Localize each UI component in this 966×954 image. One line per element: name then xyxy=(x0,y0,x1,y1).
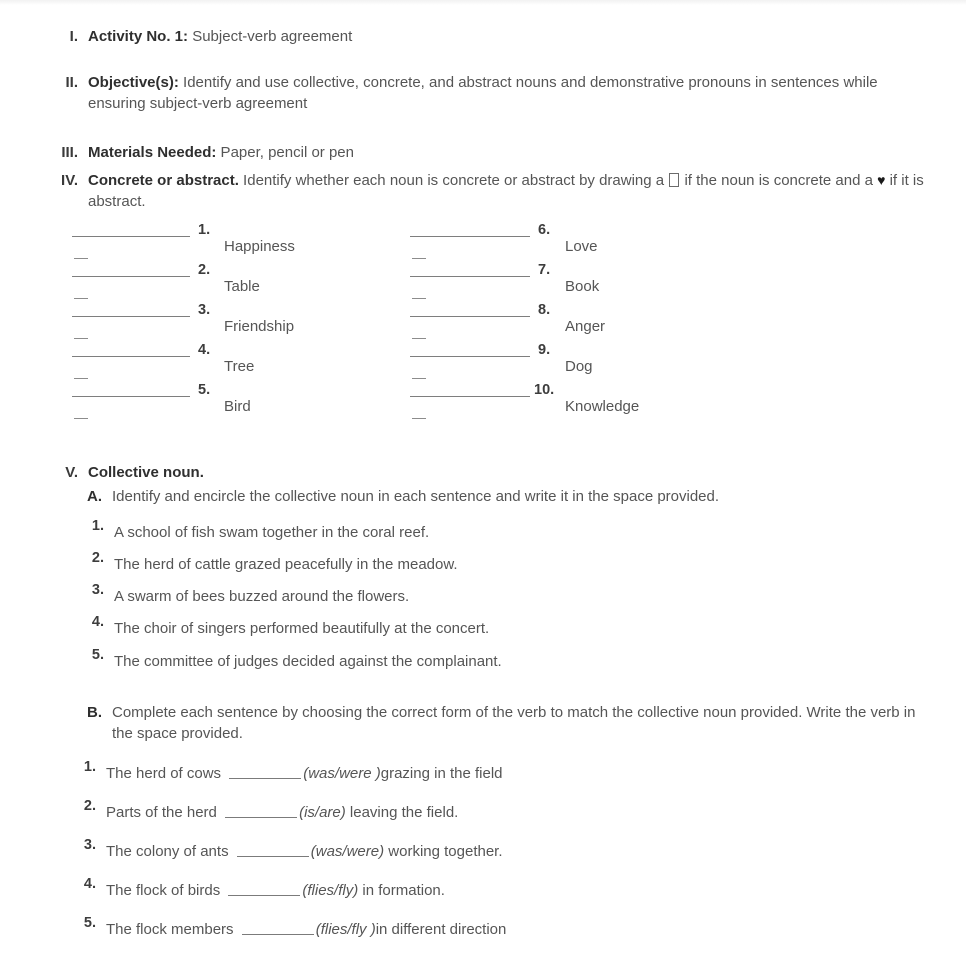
section-concrete-abstract-heading: Concrete or abstract. xyxy=(88,172,239,189)
section-concrete-abstract-body xyxy=(88,170,930,212)
answer-blank-line[interactable] xyxy=(410,316,530,317)
answer-blank-dash xyxy=(412,418,426,419)
noun-item[interactable] xyxy=(72,222,402,264)
answer-blank-line[interactable] xyxy=(410,236,530,237)
item-number: 2. xyxy=(83,798,96,814)
answer-blank-dash xyxy=(74,418,88,419)
noun-word: Happiness xyxy=(224,238,295,255)
answer-blank-line[interactable] xyxy=(72,276,190,277)
verb-choices: (flies/fly) xyxy=(302,882,359,899)
noun-number: 9. xyxy=(538,342,551,358)
item-text xyxy=(106,837,503,862)
item-number: 5. xyxy=(83,915,96,931)
section-objectives-body xyxy=(88,72,928,114)
section-collective-noun-period: . xyxy=(199,464,204,481)
noun-word: Bird xyxy=(224,398,251,415)
noun-item[interactable] xyxy=(72,262,402,304)
answer-blank-line[interactable] xyxy=(410,396,530,397)
section-objectives-heading: Objective(s) xyxy=(88,74,174,91)
star-missing-glyph-icon xyxy=(669,173,679,187)
answer-blank-line[interactable] xyxy=(72,396,190,397)
noun-number: 5. xyxy=(198,382,211,398)
section-numeral-iii: III. xyxy=(61,144,78,161)
concrete-instruction-part2: if the noun is concrete and a xyxy=(680,172,878,189)
part-b-item xyxy=(76,876,936,901)
verb-choices: (is/are) xyxy=(299,804,346,821)
noun-item[interactable] xyxy=(410,222,740,264)
noun-number: 6. xyxy=(538,222,551,238)
answer-blank-dash xyxy=(74,338,88,339)
concrete-instruction-part3: if it is abstract. xyxy=(88,172,924,210)
part-a-letter: A. xyxy=(87,488,102,505)
answer-blank-line[interactable] xyxy=(410,356,530,357)
part-a-instruction-row xyxy=(80,486,920,507)
part-b-item xyxy=(76,837,936,862)
verb-answer-blank[interactable] xyxy=(228,883,300,896)
item-text-before: Parts of the herd xyxy=(106,804,222,821)
part-a-item xyxy=(84,614,924,639)
verb-answer-blank[interactable] xyxy=(242,922,314,935)
verb-answer-blank[interactable] xyxy=(225,805,297,818)
item-text: A swarm of bees buzzed around the flowers. xyxy=(114,588,410,605)
part-a-item xyxy=(84,582,924,607)
section-numeral-ii: II. xyxy=(65,74,78,91)
answer-blank-dash xyxy=(412,298,426,299)
section-numeral-iv: IV. xyxy=(61,172,78,189)
section-materials-heading: Materials Needed xyxy=(88,144,212,161)
section-materials-colon: : xyxy=(211,144,217,161)
item-text-after: in different direction xyxy=(375,921,507,938)
item-number: 5. xyxy=(91,647,104,663)
section-materials xyxy=(48,142,908,163)
noun-number: 7. xyxy=(538,262,551,278)
answer-blank-line[interactable] xyxy=(410,276,530,277)
noun-word: Friendship xyxy=(224,318,295,335)
answer-blank-line[interactable] xyxy=(72,356,190,357)
answer-blank-dash xyxy=(74,298,88,299)
section-activity-body xyxy=(88,26,352,47)
item-number: 3. xyxy=(83,837,96,853)
item-text xyxy=(106,915,506,940)
verb-answer-blank[interactable] xyxy=(237,844,309,857)
noun-item[interactable] xyxy=(72,342,402,384)
item-text xyxy=(106,798,458,823)
item-text xyxy=(106,876,445,901)
noun-number: 4. xyxy=(198,342,211,358)
item-text: A school of fish swam together in the coral reef. xyxy=(114,524,430,541)
part-b-item xyxy=(76,798,936,823)
section-collective-noun xyxy=(48,462,648,483)
part-a-item xyxy=(84,647,924,672)
section-concrete-abstract xyxy=(48,170,930,212)
noun-item[interactable] xyxy=(72,382,402,424)
verb-choices: (was/were ) xyxy=(303,765,381,782)
noun-number: 10. xyxy=(534,382,555,398)
section-collective-noun-body xyxy=(88,462,204,483)
heart-icon: ♥ xyxy=(877,172,886,188)
noun-item[interactable] xyxy=(410,262,740,304)
part-a-item xyxy=(84,550,924,575)
section-numeral-i: I. xyxy=(69,28,78,45)
item-number: 3. xyxy=(91,582,104,598)
item-text-after: in formation. xyxy=(358,882,445,899)
noun-item[interactable] xyxy=(72,302,402,344)
part-b-instruction: Complete each sentence by choosing the correct form of the verb to match the collective noun provided. Write the verb in the space provided. xyxy=(112,704,916,742)
section-activity xyxy=(48,26,908,47)
noun-number: 2. xyxy=(198,262,211,278)
verb-choices: (flies/fly ) xyxy=(315,921,376,938)
item-text xyxy=(106,759,503,784)
noun-word: Dog xyxy=(565,358,593,375)
section-materials-text: Paper, pencil or pen xyxy=(216,144,354,161)
part-b-item xyxy=(76,915,936,940)
noun-word: Table xyxy=(224,278,260,295)
noun-number: 3. xyxy=(198,302,211,318)
verb-answer-blank[interactable] xyxy=(229,766,301,779)
answer-blank-line[interactable] xyxy=(72,236,190,237)
item-number: 2. xyxy=(91,550,104,566)
answer-blank-dash xyxy=(412,378,426,379)
concrete-instruction-part1: Identify whether each noun is concrete or abstract by drawing a xyxy=(238,172,669,189)
item-text: The herd of cattle grazed peacefully in the meadow. xyxy=(114,556,458,573)
item-text-before: The flock of birds xyxy=(106,882,225,899)
item-number: 1. xyxy=(91,518,104,534)
section-objectives xyxy=(48,72,928,114)
answer-blank-dash xyxy=(412,258,426,259)
item-text: The choir of singers performed beautifully at the concert. xyxy=(114,620,490,637)
part-b-letter: B. xyxy=(87,704,102,721)
noun-classification-grid xyxy=(0,222,966,442)
noun-word: Knowledge xyxy=(565,398,640,415)
item-text-before: The flock members xyxy=(106,921,238,938)
section-objectives-colon: : xyxy=(173,74,179,91)
answer-blank-dash xyxy=(74,378,88,379)
answer-blank-line[interactable] xyxy=(72,316,190,317)
noun-number: 1. xyxy=(198,222,211,238)
item-number: 1. xyxy=(83,759,96,775)
section-numeral-v: V. xyxy=(65,464,78,481)
noun-item[interactable] xyxy=(410,302,740,344)
section-collective-noun-heading: Collective noun xyxy=(88,464,200,481)
item-text-before: The colony of ants xyxy=(106,843,233,860)
item-text-after: grazing in the field xyxy=(380,765,503,782)
section-activity-text: Subject-verb agreement xyxy=(188,28,353,45)
section-materials-body xyxy=(88,142,354,163)
item-text: The committee of judges decided against the complainant. xyxy=(114,653,502,670)
answer-blank-dash xyxy=(412,338,426,339)
part-b-instruction-row xyxy=(80,702,925,744)
part-b-item xyxy=(76,759,936,784)
item-text-before: The herd of cows xyxy=(106,765,226,782)
noun-word: Book xyxy=(565,278,600,295)
section-activity-colon: : xyxy=(183,28,189,45)
noun-number: 8. xyxy=(538,302,551,318)
item-number: 4. xyxy=(83,876,96,892)
part-a-instruction: Identify and encircle the collective noun in each sentence and write it in the space provided. xyxy=(112,488,720,505)
noun-word: Anger xyxy=(565,318,606,335)
section-objectives-text: Identify and use collective, concrete, and abstract nouns and demonstrative pronouns in sentences while ensuring subject-verb agreement xyxy=(88,74,878,112)
item-text-after: working together. xyxy=(384,843,503,860)
item-number: 4. xyxy=(91,614,104,630)
item-text-after: leaving the field. xyxy=(345,804,459,821)
noun-word: Tree xyxy=(224,358,255,375)
answer-blank-dash xyxy=(74,258,88,259)
scan-edge-artifact xyxy=(0,0,966,5)
section-activity-heading: Activity No. 1 xyxy=(88,28,184,45)
noun-word: Love xyxy=(565,238,598,255)
verb-choices: (was/were) xyxy=(310,843,385,860)
noun-item[interactable] xyxy=(410,382,740,424)
noun-item[interactable] xyxy=(410,342,740,384)
part-a-item xyxy=(84,518,924,543)
